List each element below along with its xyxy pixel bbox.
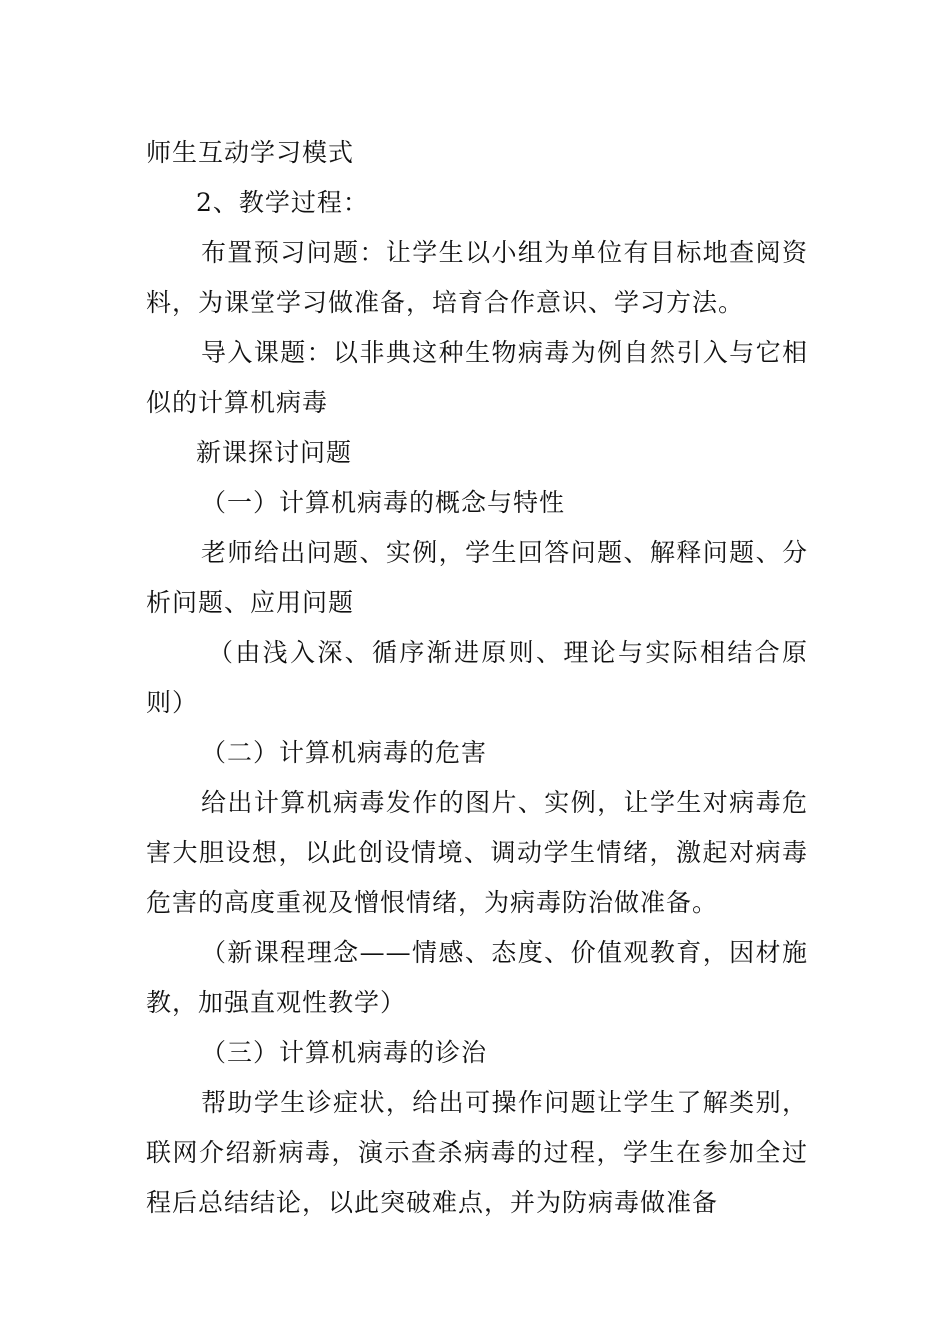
section-heading-concept: （一）计算机病毒的概念与特性 bbox=[201, 488, 566, 517]
section-heading-diagnosis: （三）计算机病毒的诊治 bbox=[201, 1038, 488, 1067]
paragraph-concept-body: 老师给出问题、实例，学生回答问题、解释问题、分析问题、应用问题 bbox=[146, 538, 808, 617]
paragraph-diagnosis-body: 帮助学生诊症状，给出可操作问题让学生了解类别，联网介绍新病毒，演示查杀病毒的过程，学生在参加全过程后总结结论，以此突破难点，并为防病毒做准备 bbox=[146, 1088, 808, 1217]
section-heading-harm: （二）计算机病毒的危害 bbox=[201, 738, 488, 767]
paragraph-preview-questions: 布置预习问题：让学生以小组为单位有目标地查阅资料，为课堂学习做准备，培育合作意识、学习方法。 bbox=[146, 238, 808, 317]
paragraph-introduce-topic: 导入课题：以非典这种生物病毒为例自然引入与它相似的计算机病毒 bbox=[146, 338, 808, 417]
paragraph-concept-principles: （由浅入深、循序渐进原则、理论与实际相结合原则） bbox=[146, 638, 808, 717]
paragraph-new-lesson: 新课探讨问题 bbox=[196, 438, 353, 467]
paragraph-harm-principles: （新课程理念——情感、态度、价值观教育，因材施教，加强直观性教学） bbox=[146, 938, 808, 1017]
paragraph-teaching-mode: 师生互动学习模式 bbox=[146, 138, 355, 167]
document-body bbox=[146, 128, 808, 1228]
paragraph-teaching-process: 2、教学过程： bbox=[196, 188, 369, 217]
paragraph-harm-body: 给出计算机病毒发作的图片、实例，让学生对病毒危害大胆设想，以此创设情境、调动学生情绪，激起对病毒危害的高度重视及憎恨情绪，为病毒防治做准备。 bbox=[146, 788, 808, 917]
